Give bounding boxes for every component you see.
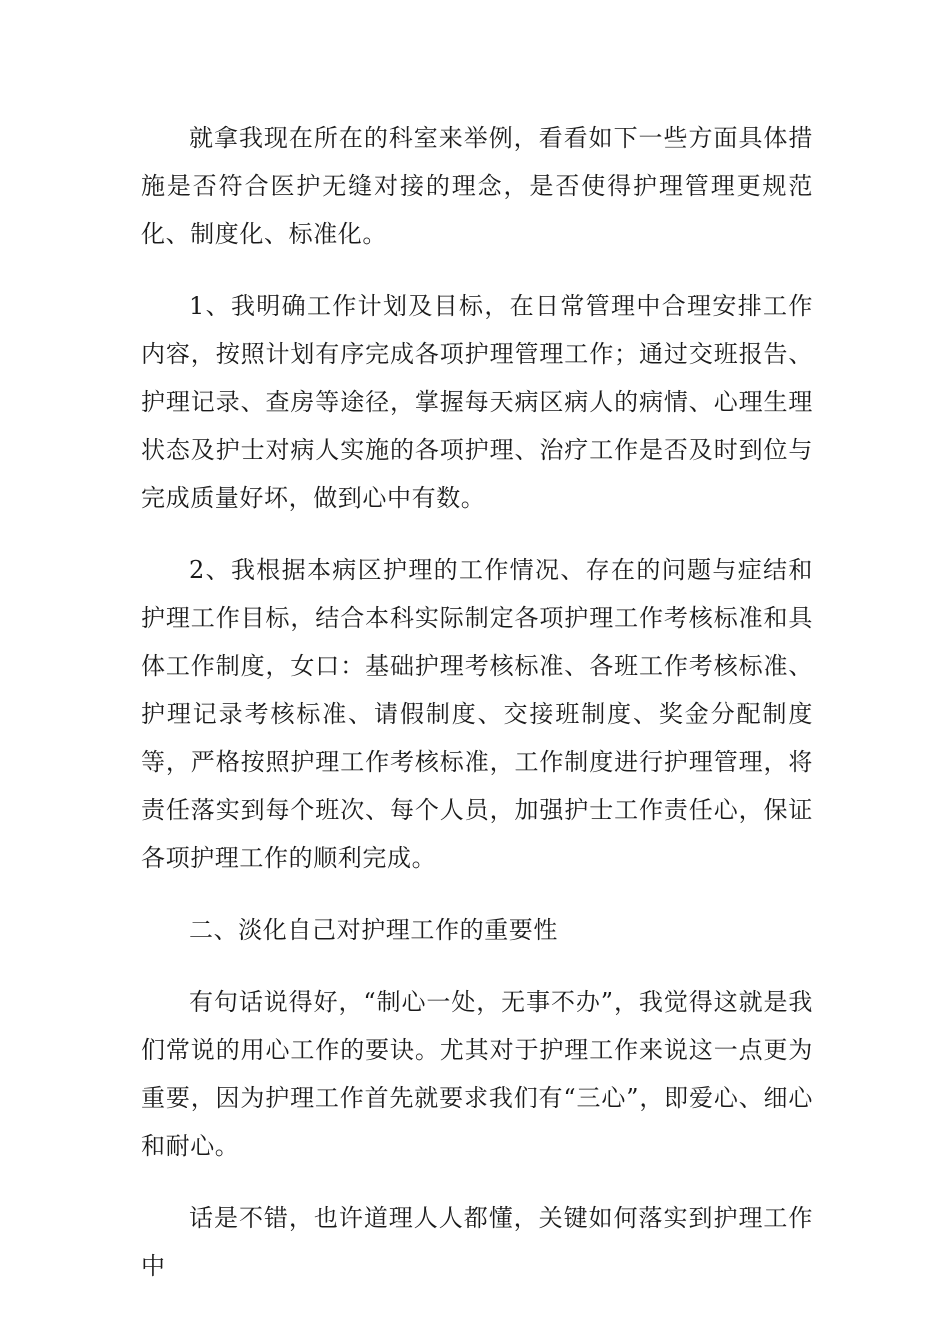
paragraph-quote: 有句话说得好，“制心一处，无事不办”，我觉得这就是我们常说的用心工作的要诀。尤其对于护理工作来说这一点更为重要，因为护理工作首先就要求我们有“三心”，即爱心、细心和耐心。 bbox=[141, 988, 813, 1160]
paragraph-intro: 就拿我现在所在的科室来举例，看看如下一些方面具体措施是否符合医护无缝对接的理念，是否使得护理管理更规范化、制度化、标准化。 bbox=[141, 124, 813, 248]
paragraph-continued: 话是不错，也许道理人人都懂，关键如何落实到护理工作中 bbox=[141, 1204, 813, 1280]
document-body bbox=[141, 114, 813, 1314]
paragraph-item-1: 1、我明确工作计划及目标，在日常管理中合理安排工作内容，按照计划有序完成各项护理管理工作；通过交班报告、护理记录、查房等途径，掌握每天病区病人的病情、心理生理状态及护士对病人实施的各项护理、治疗工作是否及时到位与完成质量好坏，做到心中有数。 bbox=[141, 292, 813, 512]
paragraph-item-2: 2、我根据本病区护理的工作情况、存在的问题与症结和护理工作目标，结合本科实际制定各项护理工作考核标准和具体工作制度，女口：基础护理考核标准、各班工作考核标准、护理记录考核标准、请假制度、交接班制度、奖金分配制度等，严格按照护理工作考核标准，工作制度进行护理管理，将责任落实到每个班次、每个人员，加强护士工作责任心，保证各项护理工作的顺利完成。 bbox=[141, 556, 813, 872]
section-heading: 二、淡化自己对护理工作的重要性 bbox=[189, 916, 558, 944]
